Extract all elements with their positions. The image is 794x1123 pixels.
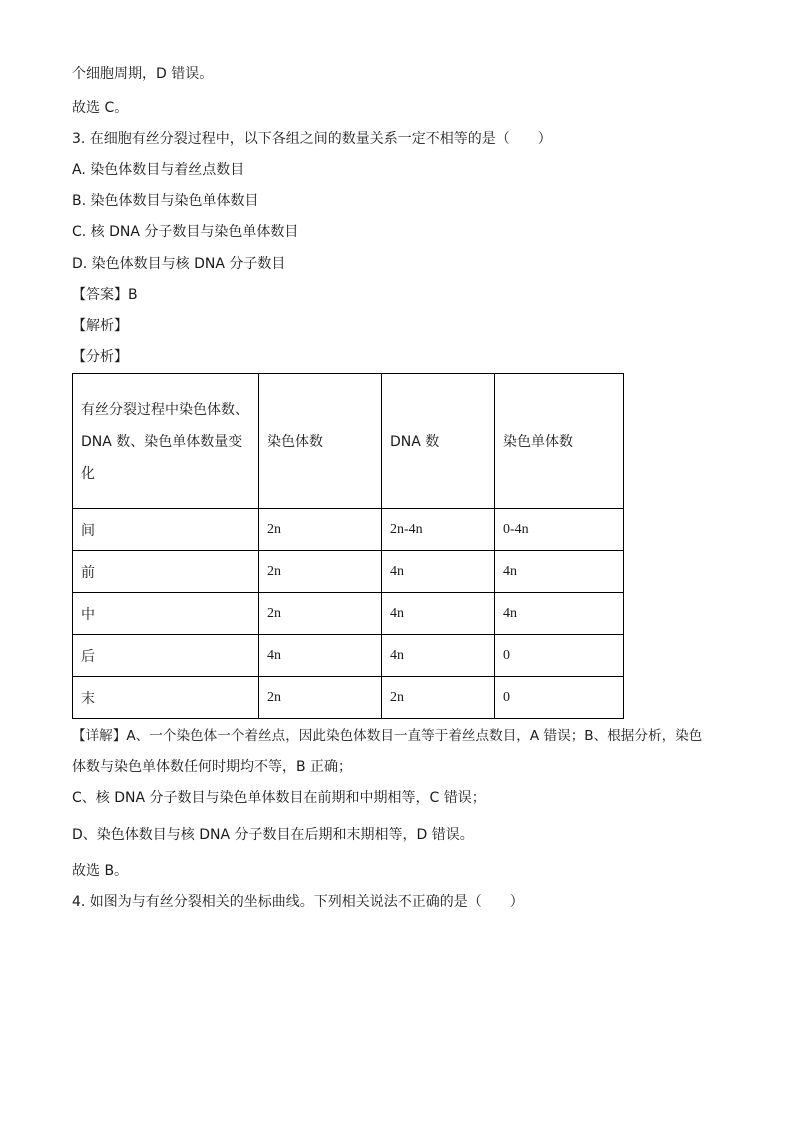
table-cell: 间 [73,509,259,551]
table-cell: 4n [495,551,624,593]
mitosis-table [72,373,624,719]
table-row [73,635,624,677]
table-cell: 4n [382,551,495,593]
table-header-cell: 有丝分裂过程中染色体数、DNA 数、染色单体数量变化 [73,374,259,509]
option-d: D. 染色体数目与核 DNA 分子数目 [72,256,286,272]
table-cell: 4n [495,593,624,635]
table-cell: 0 [495,635,624,677]
text-line-2: 故选 C。 [72,100,129,116]
option-c: C. 核 DNA 分子数目与染色单体数目 [72,224,299,240]
table-cell: 4n [382,635,495,677]
table-cell: 4n [259,635,382,677]
table-cell: 中 [73,593,259,635]
fenxi-heading: 【分析】 [72,349,128,365]
table-row [73,677,624,719]
question-4: 4. 如图为与有丝分裂相关的坐标曲线。下列相关说法不正确的是（ ） [72,894,524,910]
answer-tag: 【答案】 [72,287,128,303]
table-row [73,593,624,635]
table-cell: 2n [382,677,495,719]
question-3: 3. 在细胞有丝分裂过程中，以下各组之间的数量关系一定不相等的是（ ） [72,131,552,147]
detail-line-4: D、染色体数目与核 DNA 分子数目在后期和末期相等，D 错误。 [72,827,474,843]
table-cell: 0-4n [495,509,624,551]
table-cell: 2n [259,509,382,551]
detail-line-1: 【详解】A、一个染色体一个着丝点，因此染色体数目一直等于着丝点数目，A 错误；B、根据分析，染色 [72,728,703,744]
text-line-1: 个细胞周期，D 错误。 [72,66,214,82]
table-cell: 4n [382,593,495,635]
table-cell: 0 [495,677,624,719]
answer-value: B [128,287,138,303]
table-header-cell: 染色体数 [259,374,382,509]
table-cell: 末 [73,677,259,719]
table-cell: 2n [259,593,382,635]
table-row [73,551,624,593]
table-header-cell: 染色单体数 [495,374,624,509]
table-cell: 2n-4n [382,509,495,551]
detail-line-2: 体数与染色单体数任何时期均不等，B 正确； [72,759,353,775]
table-cell: 2n [259,551,382,593]
answer-line [72,285,138,305]
table-header-cell: DNA 数 [382,374,495,509]
table-cell: 前 [73,551,259,593]
table-header-row [73,374,624,509]
table-cell: 2n [259,677,382,719]
table-row [73,509,624,551]
analysis-heading: 【解析】 [72,318,128,334]
option-b: B. 染色体数目与染色单体数目 [72,193,259,209]
option-a: A. 染色体数目与着丝点数目 [72,162,245,178]
detail-line-3: C、核 DNA 分子数目与染色单体数目在前期和中期相等，C 错误； [72,790,486,806]
choose-b-line: 故选 B。 [72,863,129,879]
table-cell: 后 [73,635,259,677]
